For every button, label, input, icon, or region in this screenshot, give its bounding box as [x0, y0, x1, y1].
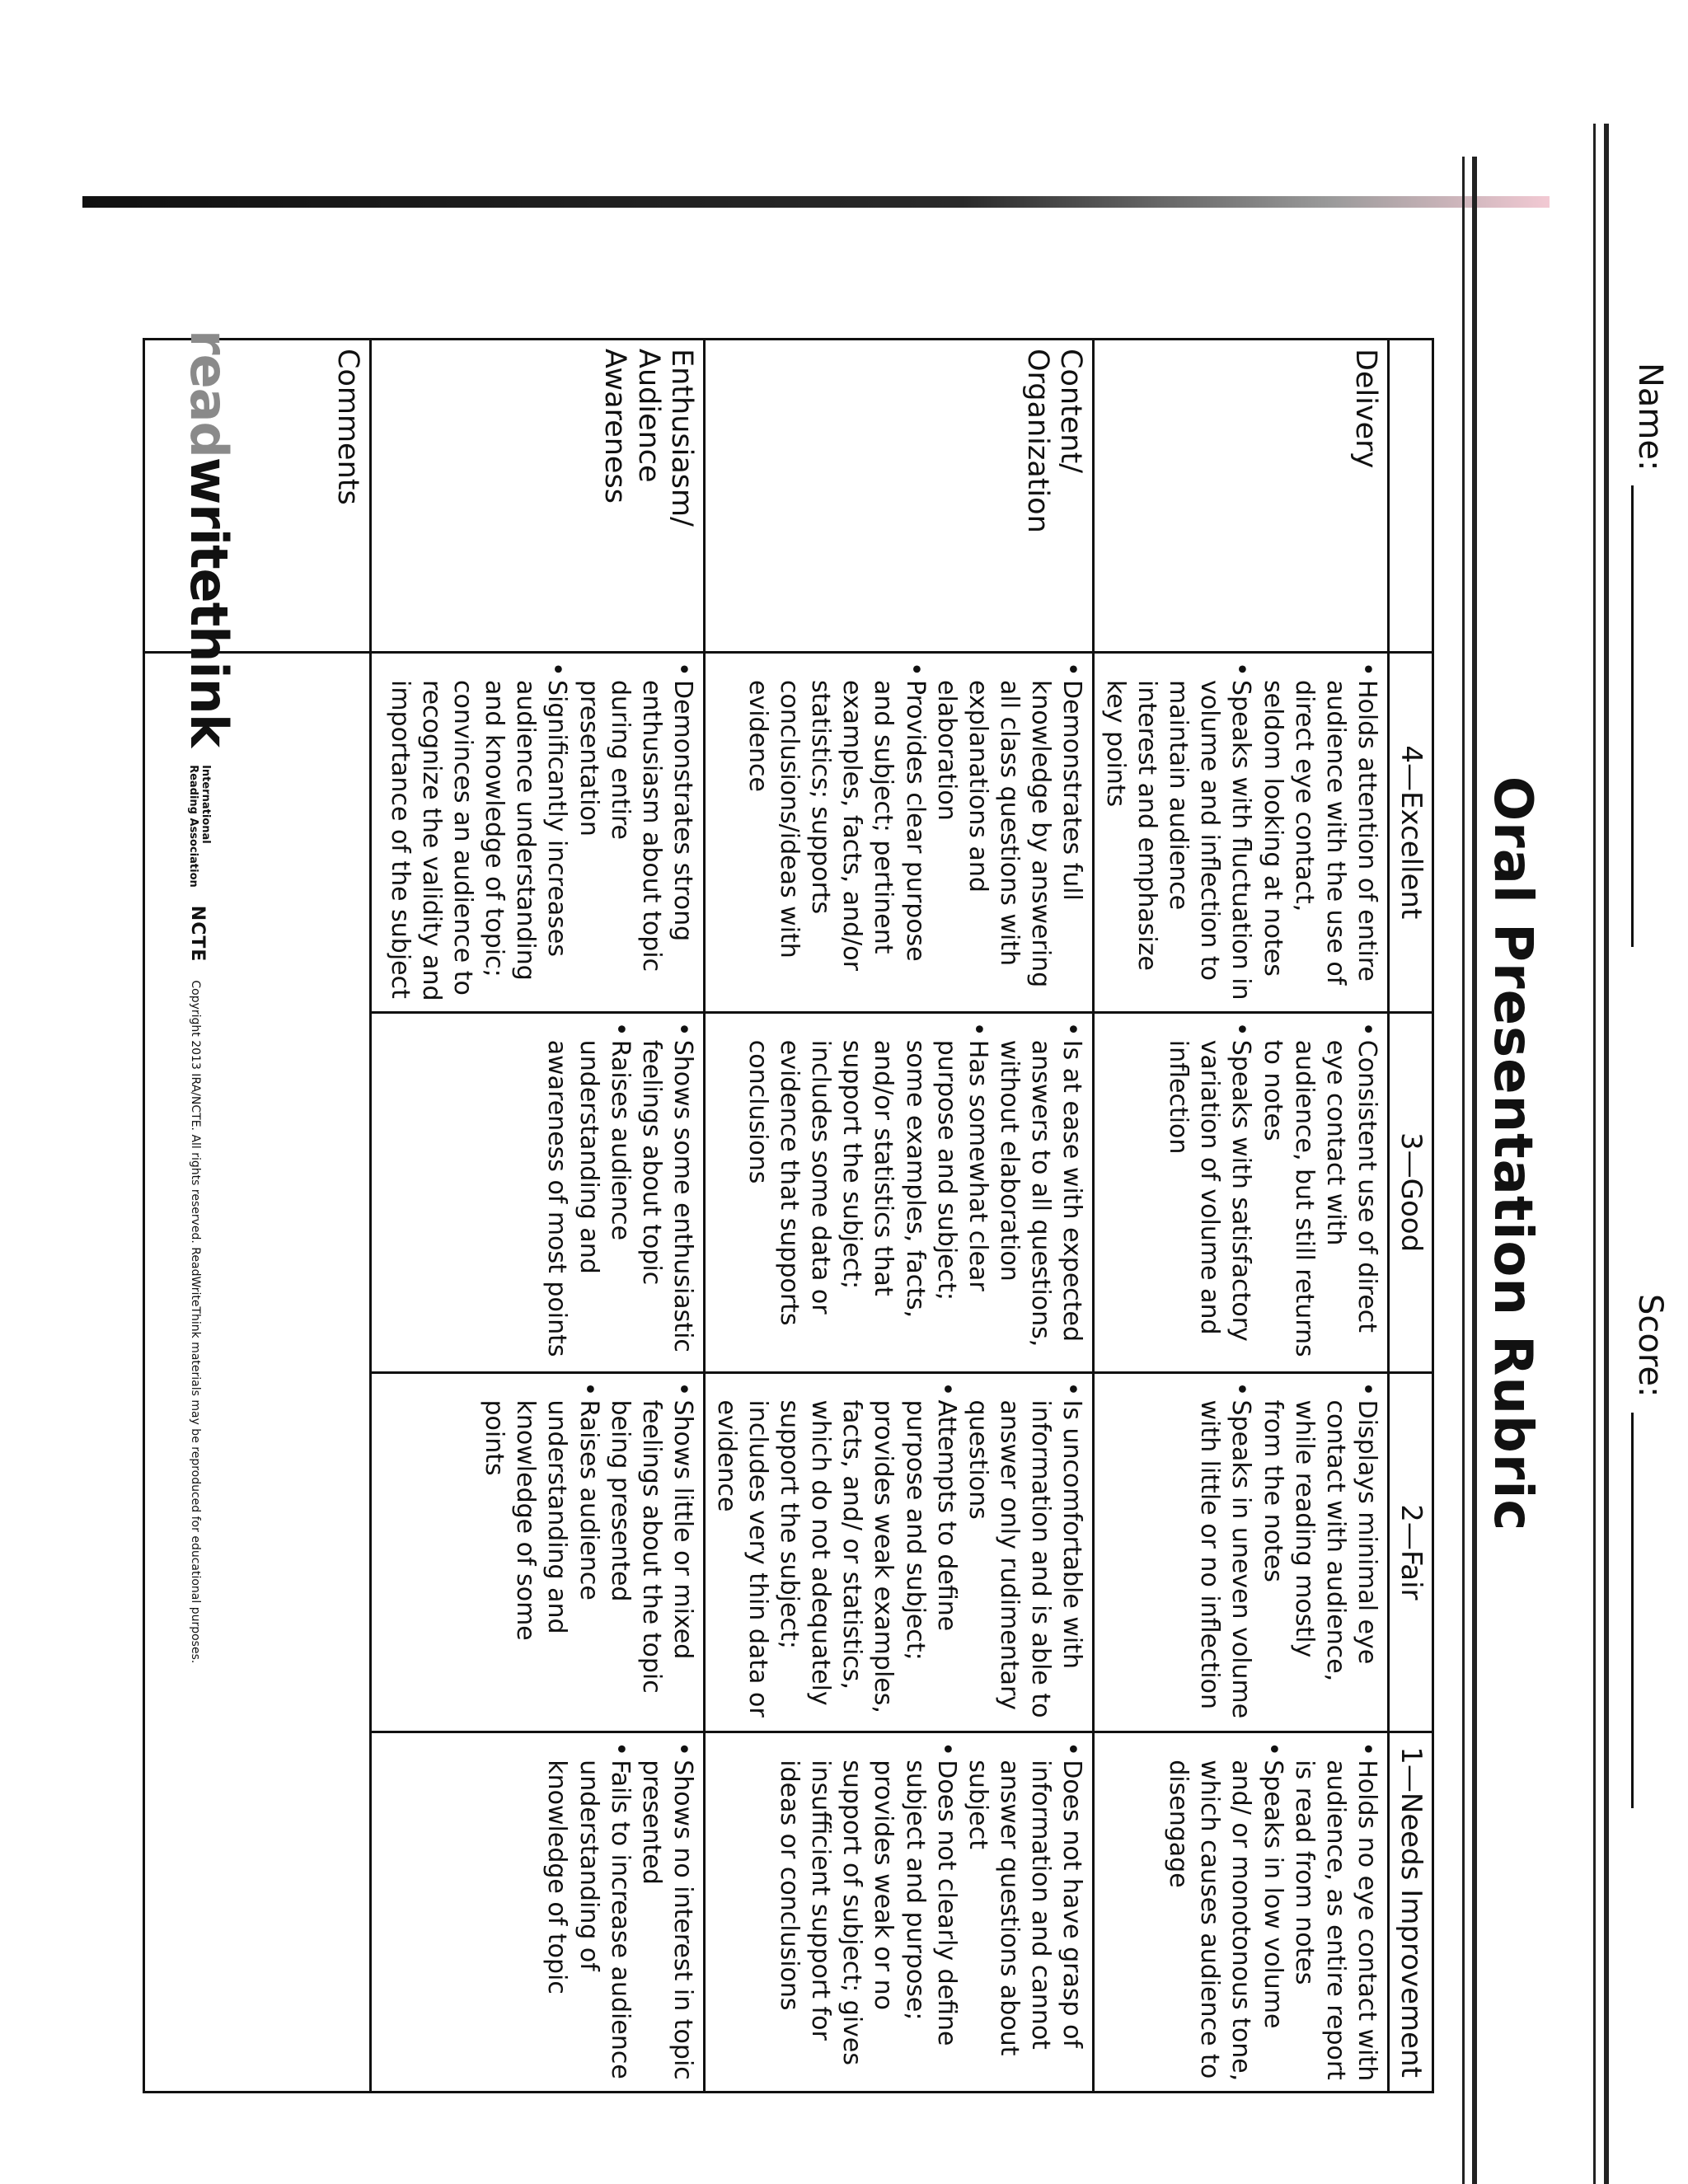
name-field[interactable]: [1631, 363, 1669, 947]
criterion: • Is at ease with expected answers to all questions, without elaboration: [993, 1022, 1087, 1363]
criterion: • Attempts to define purpose and subject; provides weak examples, facts, and/ or statistics, which do not adequately support the subject; includes very thin data or evidence: [710, 1382, 962, 1723]
rubric-page: [132, 124, 1688, 2184]
cell-content-excellent: [704, 653, 1093, 1013]
name-blank[interactable]: [1631, 485, 1665, 947]
corner-cell: [1388, 340, 1432, 653]
row-enthusiasm-audience-awareness: [370, 340, 704, 2093]
cell-delivery-excellent: [1093, 653, 1388, 1013]
category-enthusiasm-audience-awareness: Enthusiasm/ Audience Awareness: [370, 340, 704, 653]
row-comments: [143, 340, 370, 2093]
cell-enthusiasm-excellent: [370, 653, 704, 1013]
ira-line1: International: [199, 765, 212, 844]
col-header-good: 3—Good: [1388, 1012, 1432, 1372]
logo-writethink: writethink: [179, 457, 239, 748]
footer: [179, 330, 239, 1663]
criterion: • Has somewhat clear purpose and subject; some examples, facts, and/or statistics that support the subject; includes some data or evidence that supports conclusions: [742, 1022, 993, 1363]
top-rule: [1604, 124, 1609, 2184]
score-blank[interactable]: [1631, 1413, 1665, 1808]
ira-logo: [179, 765, 211, 888]
criterion: • Shows no interest in topic presented: [635, 1741, 698, 2083]
rubric-table: [143, 338, 1434, 2093]
criterion: • Provides clear purpose and subject; pertinent examples, facts, and/or statistics; supports conclusions/ideas with evidence: [742, 662, 931, 1003]
criterion: • Raises audience understanding and knowledge of some points: [478, 1382, 603, 1723]
criterion: • Holds attention of entire audience with the use of direct eye contact, seldom looking at notes: [1256, 662, 1381, 1003]
criterion: • Demonstrates strong enthusiasm about topic during entire presentation: [572, 662, 697, 1003]
criterion: • Demonstrates full knowledge by answering all class questions with explanations and elaboration: [931, 662, 1087, 1003]
name-label: Name:: [1631, 363, 1669, 471]
top-rule-thin: [1593, 124, 1596, 2184]
copyright-text: Copyright 2013 IRA/NCTE. All rights reserved. ReadWriteThink materials may be reproduced for educational purposes.: [189, 980, 202, 1664]
ncte-logo: NCTE: [187, 905, 208, 963]
logo-read: read: [179, 330, 239, 457]
col-header-fair: 2—Fair: [1388, 1372, 1432, 1732]
cell-enthusiasm-needs-improvement: [370, 1732, 704, 2093]
score-field[interactable]: [1631, 1294, 1669, 1808]
cell-delivery-good: [1093, 1012, 1388, 1372]
criterion: • Speaks with fluctuation in volume and inflection to maintain audience interest and emphasize key points: [1100, 662, 1256, 1003]
criterion: • Is uncomfortable with information and is able to answer only rudimentary questions: [962, 1382, 1087, 1723]
title-rule: [1472, 157, 1477, 2184]
criterion: • Does not clearly define subject and purpose; provides weak or no support of subject; gives insufficient support for ideas or conclusions: [773, 1741, 962, 2083]
criterion: • Fails to increase audience understanding of knowledge of topic: [541, 1741, 635, 2083]
criterion: • Shows little or mixed feelings about the topic being presented: [604, 1382, 698, 1723]
cell-content-good: [704, 1012, 1093, 1372]
readwritethink-logo: [179, 330, 239, 747]
comments-label: Comments: [143, 340, 370, 653]
category-delivery: Delivery: [1093, 340, 1388, 653]
criterion: • Significantly increases audience understanding and knowledge of topic; convinces an audience to recognize the validity and importance of the subject: [384, 662, 573, 1003]
criterion: • Speaks in low volume and/ or monotonous tone, which causes audience to disengage: [1162, 1741, 1287, 2083]
title-rule-thin: [1462, 157, 1465, 2184]
cell-enthusiasm-fair: [370, 1372, 704, 1732]
col-header-excellent: 4—Excellent: [1388, 653, 1432, 1013]
category-content-organization: Content/ Organization: [704, 340, 1093, 653]
row-content-organization: [704, 340, 1093, 2093]
col-header-needs-improvement: 1—Needs Improvement: [1388, 1732, 1432, 2093]
criterion: • Displays minimal eye contact with audience, while reading mostly from the notes: [1256, 1382, 1381, 1723]
page-title: Oral Presentation Rubric: [1482, 776, 1543, 1532]
cell-delivery-fair: [1093, 1372, 1388, 1732]
criterion: • Holds no eye contact with audience, as entire report is read from notes: [1288, 1741, 1382, 2083]
cell-delivery-needs-improvement: [1093, 1732, 1388, 2093]
criterion: • Does not have grasp of information and cannot answer questions about subject: [962, 1741, 1087, 2083]
cell-content-needs-improvement: [704, 1732, 1093, 2093]
cell-content-fair: [704, 1372, 1093, 1732]
criterion: • Consistent use of direct eye contact with audience, but still returns to notes: [1256, 1022, 1381, 1363]
score-label: Score:: [1631, 1294, 1669, 1398]
criterion: • Speaks in uneven volume with little or no inflection: [1193, 1382, 1256, 1723]
row-delivery: [1093, 340, 1388, 2093]
comments-area[interactable]: [143, 653, 370, 2093]
criterion: • Shows some enthusiastic feelings about topic: [635, 1022, 698, 1363]
ira-line2: Reading Association: [187, 765, 200, 888]
header-row: [1388, 340, 1432, 2093]
cell-enthusiasm-good: [370, 1012, 704, 1372]
criterion: • Speaks with satisfactory variation of volume and inflection: [1162, 1022, 1256, 1363]
criterion: • Raises audience understanding and awareness of most points: [541, 1022, 635, 1363]
